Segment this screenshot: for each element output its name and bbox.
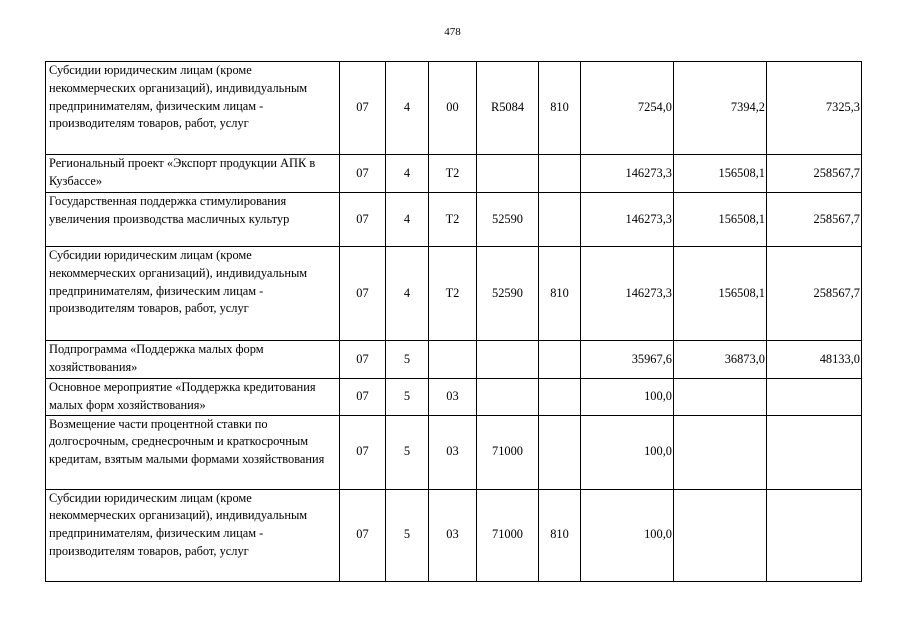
razdel-cell: 07 bbox=[340, 379, 386, 416]
target-cell bbox=[477, 379, 539, 416]
year2-amount: 36873,0 bbox=[674, 341, 767, 379]
program-cell: 03 bbox=[429, 379, 477, 416]
vid-cell bbox=[539, 379, 581, 416]
razdel-cell: 07 bbox=[340, 155, 386, 193]
program-cell: 03 bbox=[429, 489, 477, 581]
vid-cell: 810 bbox=[539, 62, 581, 155]
year2-amount bbox=[674, 415, 767, 489]
row-description: Субсидии юридическим лицам (кроме некоммерческих организаций), индивидуальным предпринимателям, физическим лицам - производителям товаров, работ, услуг bbox=[46, 247, 340, 341]
razdel-cell: 07 bbox=[340, 62, 386, 155]
podrazdel-cell: 4 bbox=[386, 62, 429, 155]
vid-cell: 810 bbox=[539, 489, 581, 581]
table-row bbox=[46, 341, 862, 379]
podrazdel-cell: 4 bbox=[386, 155, 429, 193]
podrazdel-cell: 4 bbox=[386, 193, 429, 247]
year2-amount: 7394,2 bbox=[674, 62, 767, 155]
year1-amount: 146273,3 bbox=[581, 155, 674, 193]
program-cell: T2 bbox=[429, 155, 477, 193]
year3-amount bbox=[767, 489, 862, 581]
vid-cell: 810 bbox=[539, 247, 581, 341]
year3-amount bbox=[767, 379, 862, 416]
target-cell bbox=[477, 341, 539, 379]
table-row bbox=[46, 415, 862, 489]
year2-amount: 156508,1 bbox=[674, 247, 767, 341]
razdel-cell: 07 bbox=[340, 489, 386, 581]
target-cell bbox=[477, 155, 539, 193]
program-cell: 03 bbox=[429, 415, 477, 489]
year1-amount: 100,0 bbox=[581, 489, 674, 581]
row-description: Основное мероприятие «Поддержка кредитования малых форм хозяйствования» bbox=[46, 379, 340, 416]
year3-amount: 258567,7 bbox=[767, 155, 862, 193]
table-row bbox=[46, 193, 862, 247]
program-cell bbox=[429, 341, 477, 379]
year3-amount: 258567,7 bbox=[767, 193, 862, 247]
year1-amount: 146273,3 bbox=[581, 193, 674, 247]
vid-cell bbox=[539, 341, 581, 379]
podrazdel-cell: 5 bbox=[386, 379, 429, 416]
table-row bbox=[46, 489, 862, 581]
year1-amount: 35967,6 bbox=[581, 341, 674, 379]
year3-amount: 258567,7 bbox=[767, 247, 862, 341]
razdel-cell: 07 bbox=[340, 193, 386, 247]
year1-amount: 100,0 bbox=[581, 415, 674, 489]
row-description: Возмещение части процентной ставки по долгосрочным, среднесрочным и краткосрочным кредитам, взятым малыми формами хозяйствования bbox=[46, 415, 340, 489]
year2-amount: 156508,1 bbox=[674, 155, 767, 193]
row-description: Подпрограмма «Поддержка малых форм хозяйствования» bbox=[46, 341, 340, 379]
budget-table bbox=[45, 61, 862, 582]
year2-amount bbox=[674, 489, 767, 581]
year1-amount: 7254,0 bbox=[581, 62, 674, 155]
table-row bbox=[46, 155, 862, 193]
year1-amount: 146273,3 bbox=[581, 247, 674, 341]
podrazdel-cell: 4 bbox=[386, 247, 429, 341]
table-row bbox=[46, 247, 862, 341]
target-cell: 71000 bbox=[477, 415, 539, 489]
row-description: Субсидии юридическим лицам (кроме некоммерческих организаций), индивидуальным предпринимателям, физическим лицам - производителям товаров, работ, услуг bbox=[46, 62, 340, 155]
year1-amount: 100,0 bbox=[581, 379, 674, 416]
year2-amount: 156508,1 bbox=[674, 193, 767, 247]
year3-amount: 48133,0 bbox=[767, 341, 862, 379]
target-cell: 52590 bbox=[477, 247, 539, 341]
year3-amount bbox=[767, 415, 862, 489]
razdel-cell: 07 bbox=[340, 415, 386, 489]
year3-amount: 7325,3 bbox=[767, 62, 862, 155]
year2-amount bbox=[674, 379, 767, 416]
podrazdel-cell: 5 bbox=[386, 415, 429, 489]
row-description: Государственная поддержка стимулирования увеличения производства масличных культур bbox=[46, 193, 340, 247]
podrazdel-cell: 5 bbox=[386, 489, 429, 581]
vid-cell bbox=[539, 415, 581, 489]
podrazdel-cell: 5 bbox=[386, 341, 429, 379]
program-cell: T2 bbox=[429, 193, 477, 247]
target-cell: R5084 bbox=[477, 62, 539, 155]
page-number: 478 bbox=[444, 26, 461, 38]
target-cell: 71000 bbox=[477, 489, 539, 581]
table-row bbox=[46, 379, 862, 416]
program-cell: T2 bbox=[429, 247, 477, 341]
vid-cell bbox=[539, 155, 581, 193]
target-cell: 52590 bbox=[477, 193, 539, 247]
row-description: Субсидии юридическим лицам (кроме некоммерческих организаций), индивидуальным предпринимателям, физическим лицам - производителям товаров, работ, услуг bbox=[46, 489, 340, 581]
vid-cell bbox=[539, 193, 581, 247]
razdel-cell: 07 bbox=[340, 341, 386, 379]
table-row bbox=[46, 62, 862, 155]
row-description: Региональный проект «Экспорт продукции АПК в Кузбассе» bbox=[46, 155, 340, 193]
program-cell: 00 bbox=[429, 62, 477, 155]
razdel-cell: 07 bbox=[340, 247, 386, 341]
